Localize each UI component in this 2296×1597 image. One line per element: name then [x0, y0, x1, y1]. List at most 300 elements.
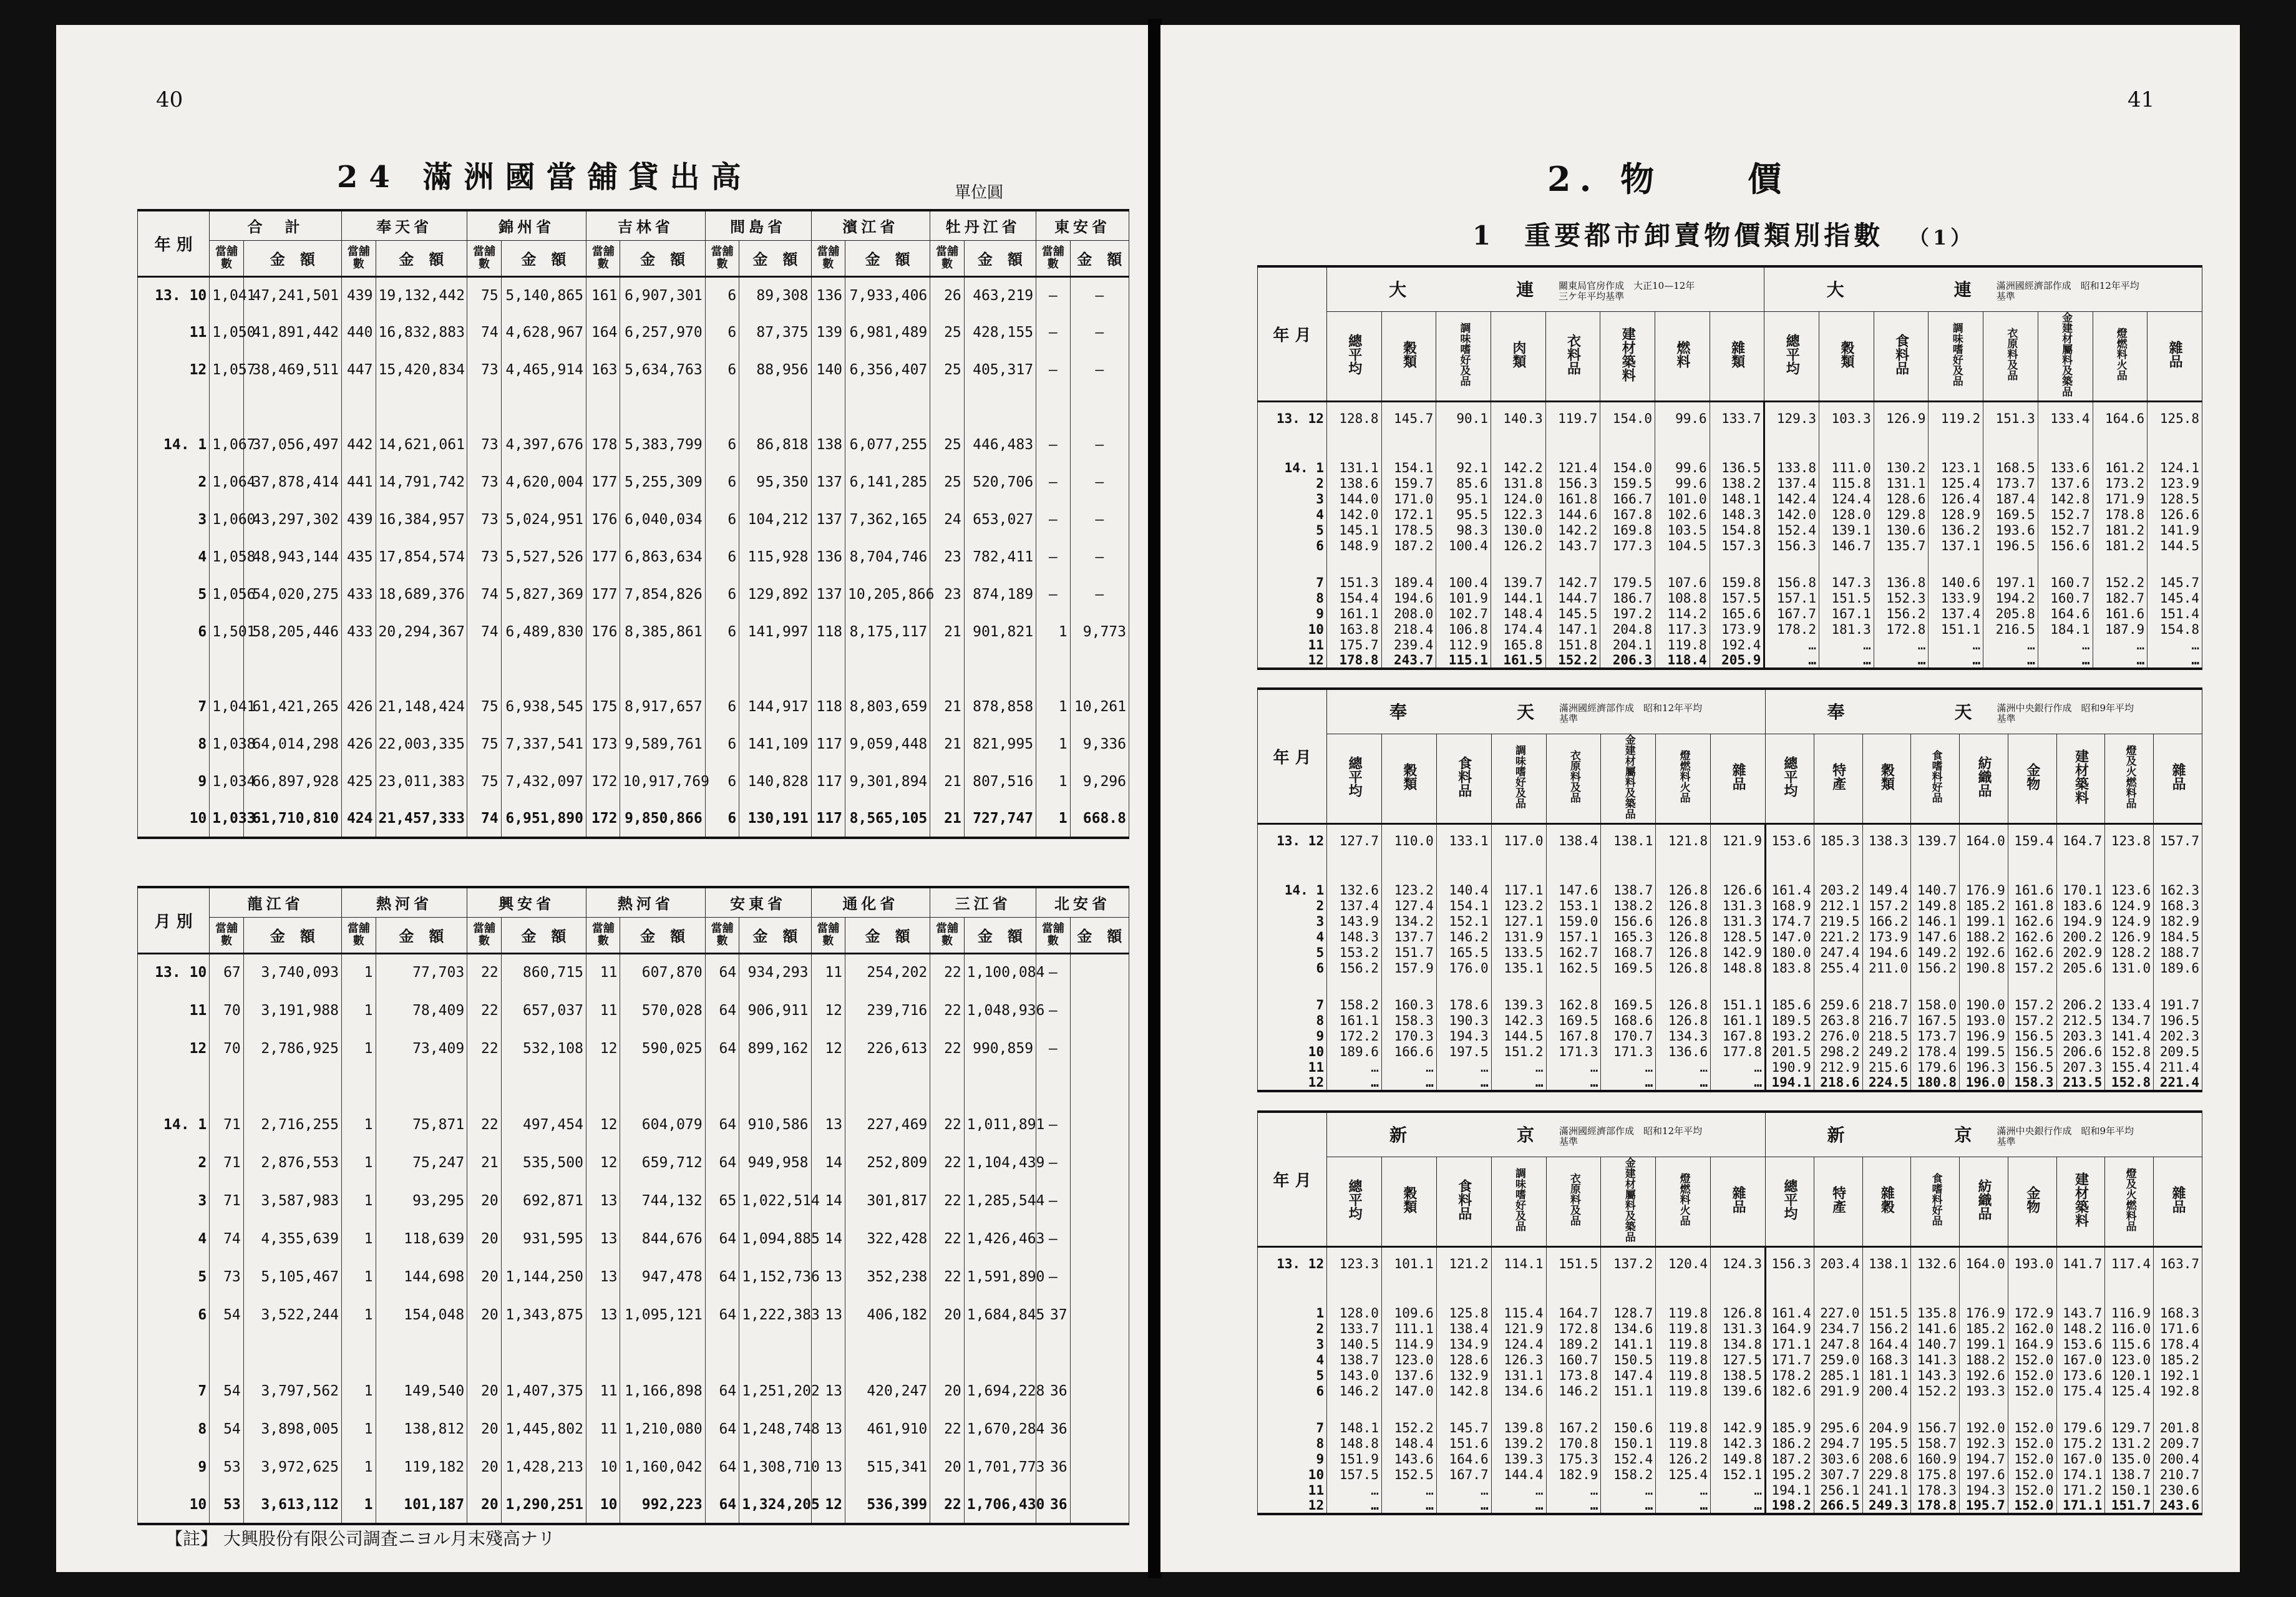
row-period: 10 — [138, 1486, 210, 1524]
index-cell: 151.1 — [1711, 997, 1766, 1012]
index-cell — [1819, 435, 1874, 460]
index-cell: 152.0 — [2008, 1498, 2056, 1514]
index-cell: 216.7 — [1862, 1012, 1911, 1028]
row-period: 9 — [1258, 606, 1327, 621]
index-cell: 165.3 — [1601, 929, 1656, 944]
amount-cell: 226,613 — [845, 1029, 930, 1067]
index-cell — [1436, 435, 1491, 460]
unit-label: 單位圓 — [955, 183, 1004, 202]
index-cell — [1656, 1280, 1711, 1305]
shop-count-cell: — — [1036, 1258, 1071, 1296]
index-cell: 143.7 — [1545, 538, 1600, 553]
amount-cell — [376, 1334, 467, 1372]
index-cell: 159.8 — [1710, 575, 1764, 590]
category-label: 紡織品 — [1975, 1178, 1992, 1220]
table-row — [1258, 913, 2202, 929]
province-header: 三江省 — [930, 887, 1036, 917]
shop-count-cell: 1 — [342, 1220, 376, 1258]
index-cell: 181.2 — [2093, 538, 2148, 553]
amount-cell: 20,294,367 — [376, 613, 467, 651]
amount-cell: 1,285,544 — [964, 1182, 1036, 1220]
amount-cell: 6,951,890 — [501, 800, 586, 838]
province-header: 熱河省 — [586, 887, 705, 917]
index-cell: 128.0 — [1327, 1305, 1382, 1321]
table-row — [1258, 401, 2202, 435]
index-cell: 161.2 — [2093, 460, 2148, 475]
index-cell: 137.7 — [1381, 929, 1436, 944]
amount-cell: 1,324,205 — [739, 1486, 811, 1524]
index-cell: … — [1327, 1075, 1382, 1091]
index-cell — [2056, 857, 2105, 882]
index-cell: 183.8 — [1765, 960, 1814, 976]
index-cell: 164.6 — [2093, 401, 2148, 435]
category-label: 雜品 — [1730, 1185, 1747, 1213]
amount-cell: 140,828 — [739, 763, 811, 800]
index-cell: 115.1 — [1436, 653, 1491, 669]
amount-cell: 252,809 — [845, 1143, 930, 1182]
shop-count-cell: 1,056 — [210, 576, 244, 613]
index-cell: 224.5 — [1862, 1075, 1911, 1091]
index-cell: 142.0 — [1764, 507, 1819, 522]
shop-count-cell — [467, 1334, 502, 1372]
index-cell: 181.2 — [2093, 522, 2148, 538]
index-cell: 218.6 — [1814, 1075, 1862, 1091]
shop-count-cell: 424 — [342, 800, 376, 838]
shop-count-cell: 1 — [1036, 613, 1071, 651]
index-cell: … — [1983, 653, 2038, 669]
shop-count-cell: 6 — [705, 426, 739, 464]
amount-cell: 14,791,742 — [376, 464, 467, 501]
category-label: 特產 — [1830, 1185, 1847, 1213]
shop-count-header: 當舖數 — [342, 240, 376, 276]
index-cell: 230.6 — [2154, 1482, 2202, 1498]
index-cell: 134.9 — [1436, 1336, 1491, 1352]
shop-count-cell — [342, 1067, 376, 1105]
amount-cell: — — [1070, 464, 1129, 501]
index-cell: 147.0 — [1765, 929, 1814, 944]
index-cell: 197.2 — [1600, 606, 1655, 621]
category-label: 雜品 — [2170, 762, 2187, 790]
index-cell: 128.2 — [2105, 944, 2154, 960]
category-header — [1326, 311, 1381, 401]
index-source-note: 關東局官房作成 大正10—12年三ケ年平均基準 — [1559, 280, 1695, 303]
amount-cell: 154,048 — [376, 1296, 467, 1334]
shop-count-cell: 25 — [930, 314, 965, 351]
index-cell: 196.5 — [2154, 1012, 2202, 1028]
index-cell: 117.3 — [1655, 621, 1710, 637]
index-cell: 171.0 — [1381, 491, 1436, 507]
index-cell — [1436, 1399, 1491, 1420]
index-cell: 180.8 — [1911, 1075, 1960, 1091]
index-cell: 130.0 — [1491, 522, 1545, 538]
amount-cell: 9,773 — [1070, 613, 1129, 651]
index-cell: 145.7 — [1381, 401, 1436, 435]
index-cell: 122.3 — [1491, 507, 1545, 522]
amount-cell: 5,024,951 — [501, 501, 586, 538]
shop-count-cell: — — [1036, 1182, 1071, 1220]
index-cell: 171.1 — [1765, 1336, 1814, 1352]
index-cell: 203.2 — [1814, 882, 1862, 898]
right-page-number: 41 — [2128, 87, 2155, 112]
category-header — [1960, 1157, 2008, 1246]
table-row — [1258, 621, 2202, 637]
shop-count-cell: 70 — [210, 1029, 244, 1067]
row-period: 10 — [1258, 621, 1327, 637]
table-row — [138, 1105, 1129, 1143]
index-cell — [2148, 553, 2202, 575]
amount-cell: 7,854,826 — [620, 576, 705, 613]
index-cell: 218.5 — [1862, 1028, 1911, 1044]
shop-count-cell: 20 — [930, 1372, 965, 1410]
table-row — [138, 1372, 1129, 1410]
index-cell: 126.8 — [1656, 997, 1711, 1012]
index-cell — [1545, 435, 1600, 460]
table-row — [138, 426, 1129, 464]
index-cell: 164.7 — [1546, 1305, 1601, 1321]
index-cell — [2093, 553, 2148, 575]
index-cell: 175.7 — [1326, 637, 1381, 653]
shop-count-cell: 22 — [930, 1029, 965, 1067]
amount-cell: 497,454 — [501, 1105, 586, 1143]
table-row — [138, 991, 1129, 1029]
shop-count-cell: 71 — [210, 1182, 244, 1220]
index-cell: 152.0 — [2008, 1451, 2056, 1467]
table-row — [1258, 857, 2202, 882]
amount-cell: 5,634,763 — [620, 351, 705, 389]
table-row — [1258, 1321, 2202, 1336]
index-cell: 180.0 — [1765, 944, 1814, 960]
index-cell — [2105, 976, 2154, 997]
index-cell: 110.0 — [1381, 823, 1436, 857]
index-cell: 153.2 — [1327, 944, 1382, 960]
index-cell: 161.1 — [1327, 1012, 1382, 1028]
index-cell: 212.5 — [2056, 1012, 2105, 1028]
row-period: 12 — [1258, 653, 1327, 669]
index-cell: 149.8 — [1711, 1451, 1766, 1467]
shop-count-cell: 64 — [705, 1029, 739, 1067]
index-cell — [1911, 1280, 1960, 1305]
amount-cell: 3,797,562 — [243, 1372, 341, 1410]
index-cell: 99.6 — [1655, 475, 1710, 491]
row-period: 12 — [138, 1029, 210, 1067]
table-row — [138, 1296, 1129, 1334]
amount-cell — [739, 1067, 811, 1105]
amount-cell — [1070, 1182, 1129, 1220]
shop-count-cell: 13 — [811, 1372, 845, 1410]
index-cell: 121.4 — [1545, 460, 1600, 475]
table-row — [1258, 1352, 2202, 1367]
index-cell: … — [1819, 637, 1874, 653]
shop-count-cell: 12 — [811, 1029, 845, 1067]
province-header: 間島省 — [705, 210, 811, 240]
shop-count-cell: 177 — [586, 464, 620, 501]
index-cell: 115.8 — [1819, 475, 1874, 491]
shop-count-cell: 1 — [342, 1410, 376, 1448]
index-cell: … — [1601, 1498, 1656, 1514]
category-label: 雜品 — [2170, 1185, 2187, 1213]
table-row — [138, 576, 1129, 613]
row-period: 8 — [138, 726, 210, 763]
shop-count-cell: 64 — [705, 1220, 739, 1258]
index-cell: 171.6 — [2154, 1321, 2202, 1336]
index-cell: 150.5 — [1601, 1352, 1656, 1367]
shop-count-cell: 136 — [811, 538, 845, 576]
shop-count-cell: — — [1036, 314, 1071, 351]
index-cell: 146.7 — [1819, 538, 1874, 553]
index-cell: 199.1 — [1960, 913, 2008, 929]
shop-count-cell: — — [1036, 426, 1071, 464]
left-table-title: 24 滿洲國當舖貸出高 — [337, 160, 752, 195]
index-cell — [1381, 1399, 1436, 1420]
index-cell: 100.4 — [1436, 575, 1491, 590]
shop-count-cell: 118 — [811, 688, 845, 726]
index-cell: 199.5 — [1960, 1044, 2008, 1059]
index-cell: 189.5 — [1765, 1012, 1814, 1028]
table-row — [138, 1334, 1129, 1372]
index-cell: 142.7 — [1545, 575, 1600, 590]
index-cell: 135.8 — [1911, 1305, 1960, 1321]
category-header — [1491, 734, 1546, 823]
amount-cell: 1,684,845 — [964, 1296, 1036, 1334]
row-period: 11 — [138, 991, 210, 1029]
category-header — [1436, 734, 1491, 823]
index-cell: 159.0 — [1546, 913, 1601, 929]
amount-cell: 990,859 — [964, 1029, 1036, 1067]
amount-cell: 1,343,875 — [501, 1296, 586, 1334]
index-cell — [2154, 857, 2202, 882]
index-cell: 126.8 — [1711, 1305, 1766, 1321]
index-cell: … — [2093, 637, 2148, 653]
shop-count-cell: 22 — [467, 953, 502, 991]
amount-cell: 692,871 — [501, 1182, 586, 1220]
index-cell — [1819, 553, 1874, 575]
index-cell: 161.8 — [1545, 491, 1600, 507]
index-cell: 114.9 — [1381, 1336, 1436, 1352]
amount-cell: 352,238 — [845, 1258, 930, 1296]
index-cell: 143.0 — [1327, 1367, 1382, 1383]
amount-cell: 7,432,097 — [501, 763, 586, 800]
shop-count-cell: 1 — [342, 1448, 376, 1486]
shop-count-cell: 137 — [811, 464, 845, 501]
shop-count-cell: 64 — [705, 1410, 739, 1448]
table-row — [1258, 1482, 2202, 1498]
table-title-suffix: （1） — [1909, 226, 1975, 250]
amount-cell — [1070, 1220, 1129, 1258]
amount-cell — [620, 1067, 705, 1105]
index-cell: 189.6 — [2154, 960, 2202, 976]
index-cell: 157.9 — [1381, 960, 1436, 976]
amount-cell: 6,981,489 — [845, 314, 930, 351]
index-cell: 188.2 — [1960, 929, 2008, 944]
index-cell: 134.2 — [1381, 913, 1436, 929]
shop-count-cell: 138 — [811, 426, 845, 464]
shop-count-cell: 163 — [586, 351, 620, 389]
amount-cell: 604,079 — [620, 1105, 705, 1143]
index-cell: 256.1 — [1814, 1482, 1862, 1498]
index-cell: 145.4 — [2148, 590, 2202, 606]
table-row — [1258, 653, 2202, 669]
index-cell: 128.8 — [1326, 401, 1381, 435]
category-header — [1656, 1157, 1711, 1246]
index-cell — [1765, 976, 1814, 997]
amount-cell: 144,917 — [739, 688, 811, 726]
shop-count-cell: 6 — [705, 726, 739, 763]
table-row — [138, 464, 1129, 501]
index-cell: 123.9 — [2148, 475, 2202, 491]
category-label: 特產 — [1830, 762, 1847, 790]
index-cell: 85.6 — [1436, 475, 1491, 491]
amount-cell — [845, 389, 930, 426]
index-cell: 126.8 — [1656, 960, 1711, 976]
index-cell: 141.1 — [1601, 1336, 1656, 1352]
row-period: 6 — [1258, 1383, 1327, 1399]
index-cell: 175.8 — [1911, 1467, 1960, 1482]
index-cell — [1601, 976, 1656, 997]
row-period: 4 — [1258, 1352, 1327, 1367]
amount-cell: 61,421,265 — [243, 688, 341, 726]
amount-cell — [243, 651, 341, 688]
table-row — [1258, 1044, 2202, 1059]
row-period: 7 — [138, 688, 210, 726]
index-cell: 291.9 — [1814, 1383, 1862, 1399]
index-cell: 106.8 — [1436, 621, 1491, 637]
shop-count-cell: 26 — [930, 276, 965, 314]
index-cell: 167.8 — [1546, 1028, 1601, 1044]
shop-count-cell: 64 — [705, 1143, 739, 1182]
amount-cell — [739, 1334, 811, 1372]
shop-count-cell: 37 — [1036, 1296, 1071, 1334]
index-cell: 114.1 — [1491, 1246, 1546, 1280]
index-cell: 152.0 — [2008, 1352, 2056, 1367]
index-cell: 140.5 — [1327, 1336, 1382, 1352]
index-cell: … — [2038, 653, 2093, 669]
amount-cell: 1,426,463 — [964, 1220, 1036, 1258]
index-cell: 156.6 — [1601, 913, 1656, 929]
shop-count-cell: 64 — [705, 1296, 739, 1334]
index-cell: 127.7 — [1327, 823, 1382, 857]
category-label: 總平均 — [1781, 1178, 1798, 1220]
index-cell: 134.3 — [1656, 1028, 1711, 1044]
amount-cell: 149,540 — [376, 1372, 467, 1410]
index-cell: 141.4 — [2105, 1028, 2154, 1044]
category-header — [1711, 1157, 1766, 1246]
index-cell: … — [1874, 653, 1929, 669]
category-label: 金建材屬料及築品 — [1622, 734, 1635, 819]
shop-count-cell: 426 — [342, 688, 376, 726]
index-cell — [1381, 857, 1436, 882]
index-cell: 171.7 — [1765, 1352, 1814, 1367]
category-header — [1874, 311, 1929, 401]
shop-count-cell: 117 — [811, 800, 845, 838]
index-cell — [2154, 1280, 2202, 1305]
shop-count-cell — [930, 1067, 965, 1105]
index-cell: … — [1983, 637, 2038, 653]
amount-cell: — — [1070, 426, 1129, 464]
amount-cell: 7,337,541 — [501, 726, 586, 763]
index-cell: 119.8 — [1656, 1352, 1711, 1367]
index-cell: 196.5 — [1983, 538, 2038, 553]
row-period: 1 — [1258, 1305, 1327, 1321]
category-label: 食嗜料好品 — [1929, 750, 1942, 803]
amount-cell — [1070, 1143, 1129, 1182]
amount-cell — [501, 651, 586, 688]
index-cell: 182.9 — [2154, 913, 2202, 929]
index-cell: 124.4 — [1491, 1336, 1546, 1352]
province-header: 熱河省 — [342, 887, 467, 917]
shop-count-cell: 1 — [1036, 726, 1071, 763]
shop-count-cell: 25 — [930, 464, 965, 501]
shop-count-cell: 177 — [586, 538, 620, 576]
index-cell: 194.3 — [1960, 1482, 2008, 1498]
shop-count-cell: 172 — [586, 763, 620, 800]
amount-cell: 2,876,553 — [243, 1143, 341, 1182]
index-cell: 138.2 — [1601, 898, 1656, 913]
table-row — [1258, 1280, 2202, 1305]
table-row — [1258, 491, 2202, 507]
index-cell: … — [1711, 1059, 1766, 1075]
index-cell: 200.4 — [2154, 1451, 2202, 1467]
table-row — [1258, 637, 2202, 653]
index-cell: 178.8 — [1326, 653, 1381, 669]
shop-count-cell: 10 — [586, 1486, 620, 1524]
amount-cell: 9,589,761 — [620, 726, 705, 763]
category-label: 雜類 — [1729, 340, 1746, 368]
index-cell: 123.1 — [1929, 460, 1983, 475]
index-cell: 148.8 — [1711, 960, 1766, 976]
index-cell: 138.3 — [1862, 823, 1911, 857]
category-label: 燈及火燃料品 — [2123, 744, 2136, 808]
index-cell: 185.2 — [2154, 1352, 2202, 1367]
index-cell: 164.9 — [2008, 1336, 2056, 1352]
shop-count-cell: 12 — [811, 1486, 845, 1524]
row-period: 9 — [1258, 1451, 1327, 1467]
index-cell: 144.6 — [1545, 507, 1600, 522]
amount-cell: 1,694,228 — [964, 1372, 1036, 1410]
shop-count-header: 當舖數 — [467, 917, 502, 953]
shop-count-cell: 20 — [467, 1372, 502, 1410]
index-cell — [1656, 857, 1711, 882]
index-cell — [1765, 1280, 1814, 1305]
index-cell — [1546, 857, 1601, 882]
shop-count-cell: 21 — [930, 726, 965, 763]
index-cell: 126.8 — [1656, 913, 1711, 929]
table-row — [138, 1486, 1129, 1524]
index-cell — [1381, 976, 1436, 997]
row-period: 3 — [138, 1182, 210, 1220]
shop-count-cell — [811, 389, 845, 426]
index-cell: 150.1 — [2105, 1482, 2154, 1498]
index-cell: 194.6 — [1381, 590, 1436, 606]
index-cell: 187.9 — [2093, 621, 2148, 637]
amount-cell: 54,020,275 — [243, 576, 341, 613]
index-cell: 131.1 — [1326, 460, 1381, 475]
category-header — [1327, 1157, 1382, 1246]
index-cell: 190.9 — [1765, 1059, 1814, 1075]
amount-header: 金 額 — [243, 917, 341, 953]
index-cell: 218.7 — [1862, 997, 1911, 1012]
shop-count-cell: 36 — [1036, 1448, 1071, 1486]
index-cell: 132.6 — [1327, 882, 1382, 898]
table-row — [1258, 507, 2202, 522]
table-row — [138, 613, 1129, 651]
shop-count-cell — [342, 651, 376, 688]
index-cell: 175.4 — [2056, 1383, 2105, 1399]
index-cell: 173.7 — [1911, 1028, 1960, 1044]
index-cell: 152.8 — [2105, 1075, 2154, 1091]
right-page — [1160, 25, 2240, 1572]
row-period: 4 — [1258, 507, 1327, 522]
amount-cell — [845, 1334, 930, 1372]
